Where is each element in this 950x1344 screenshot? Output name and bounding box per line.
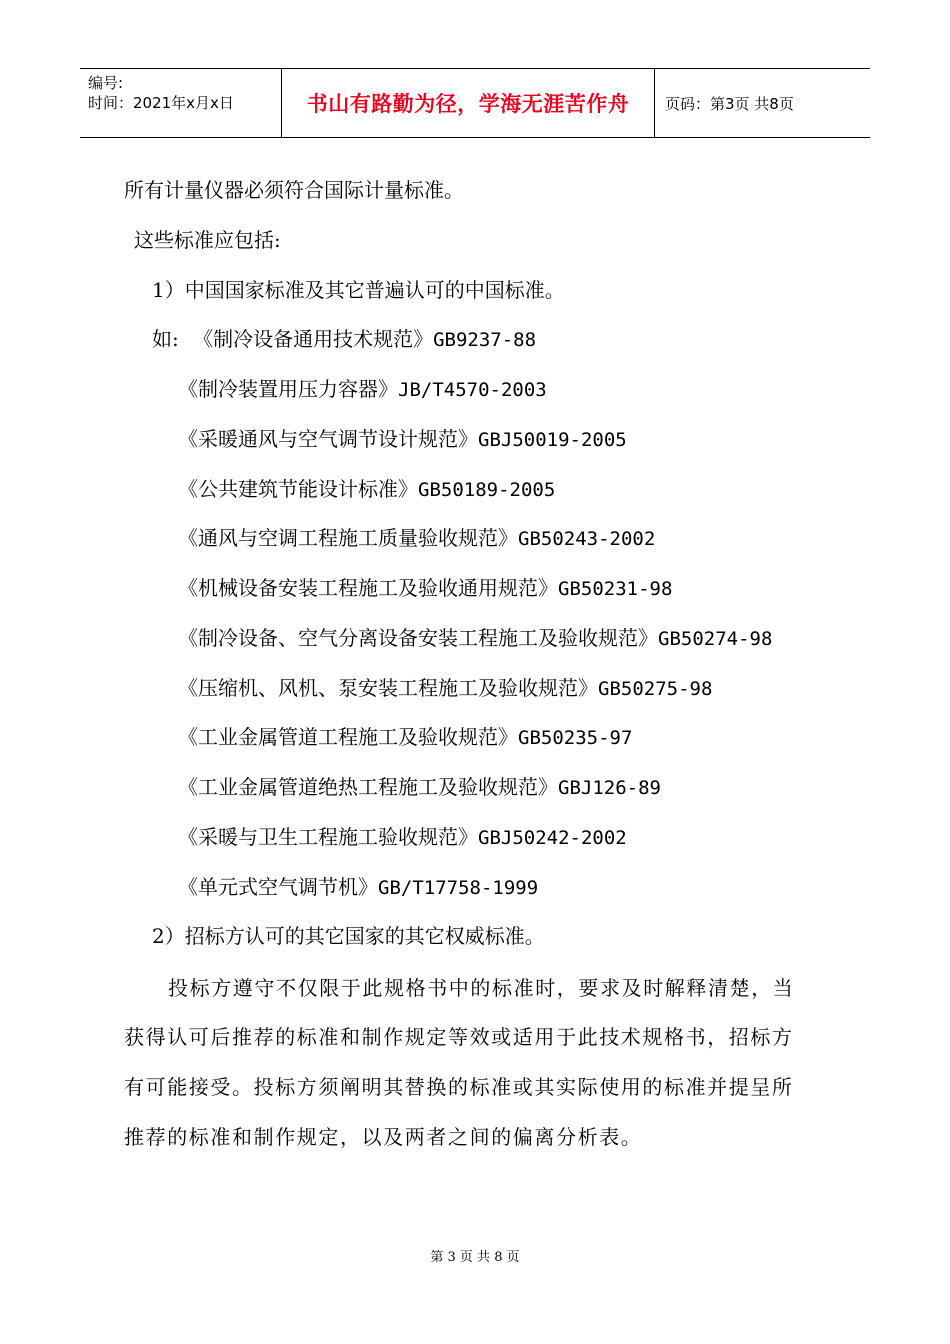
standard-item [178,622,772,651]
standard-item [178,821,627,850]
header-meta [80,69,282,137]
standard-item [178,771,661,800]
doc-number-label: 编号: [88,74,124,92]
header-motto: 书山有路勤为径，学海无涯苦作舟 [282,69,655,137]
page-header [80,68,870,138]
standard-name: 《压缩机、风机、泵安装工程施工及验收规范》 [178,676,598,700]
text-line: 1）中国国家标准及其它普遍认可的中国标准。 [152,278,565,302]
standard-code: GB50275-98 [598,678,713,700]
standard-item [178,572,672,601]
standard-item [178,473,555,502]
doc-time-label: 时间：2021年x月x日 [88,94,234,112]
standard-name: 《工业金属管道绝热工程施工及验收规范》 [178,775,558,799]
standard-item [178,373,547,402]
standard-name: 《机械设备安装工程施工及验收通用规范》 [178,576,558,600]
standard-name: 《采暖通风与空气调节设计规范》 [178,427,478,451]
standard-code: GB50274-98 [658,628,773,650]
standard-name: 《通风与空调工程施工质量验收规范》 [178,526,518,550]
paragraph-line: 投标方遵守不仅限于此规格书中的标准时，要求及时解释清楚，当 [168,976,795,1000]
text-line: 所有计量仪器必须符合国际计量标准。 [124,178,464,202]
standard-item [178,423,627,452]
standard-name: 《制冷装置用压力容器》 [178,377,398,401]
standard-name: 《工业金属管道工程施工及验收规范》 [178,725,518,749]
standard-code: GB9237-88 [433,329,537,351]
text-line: 2）招标方认可的其它国家的其它权威标准。 [152,924,545,948]
standard-item [152,323,536,352]
standard-item [178,522,655,551]
standard-code: GBJ50242-2002 [478,827,627,849]
standard-code: JB/T4570-2003 [398,379,547,401]
standard-code: GB50231-98 [558,578,673,600]
standard-item [178,672,712,701]
standard-code: GB50235-97 [518,727,633,749]
paragraph-line: 获得认可后推荐的标准和制作规定等效或适用于此技术规格书，招标方 [124,1025,794,1049]
standard-code: GB/T17758-1999 [378,877,539,899]
paragraph-line: 有可能接受。投标方须阐明其替换的标准或其实际使用的标准并提呈所 [124,1075,794,1099]
standard-name: 《单元式空气调节机》 [178,875,378,899]
standard-code: GB50189-2005 [418,479,556,501]
standard-name: 《制冷设备、空气分离设备安装工程施工及验收规范》 [178,626,658,650]
paragraph-line: 推荐的标准和制作规定，以及两者之间的偏离分析表。 [124,1125,643,1149]
example-prefix: 如: [152,327,179,351]
page-footer: 第 3 页 共 8 页 [430,1250,520,1265]
standard-code: GBJ126-89 [558,777,661,799]
text-line: 这些标准应包括: [134,228,281,252]
header-page-number: 页码：第3页 共8页 [665,94,794,113]
standard-name: 《公共建筑节能设计标准》 [178,477,418,501]
standard-name: 《制冷设备通用技术规范》 [193,327,434,351]
standard-name: 《采暖与卫生工程施工验收规范》 [178,825,478,849]
standard-code: GB50243-2002 [518,528,656,550]
standard-item [178,721,632,750]
standard-item [178,871,538,900]
standard-code: GBJ50019-2005 [478,429,627,451]
